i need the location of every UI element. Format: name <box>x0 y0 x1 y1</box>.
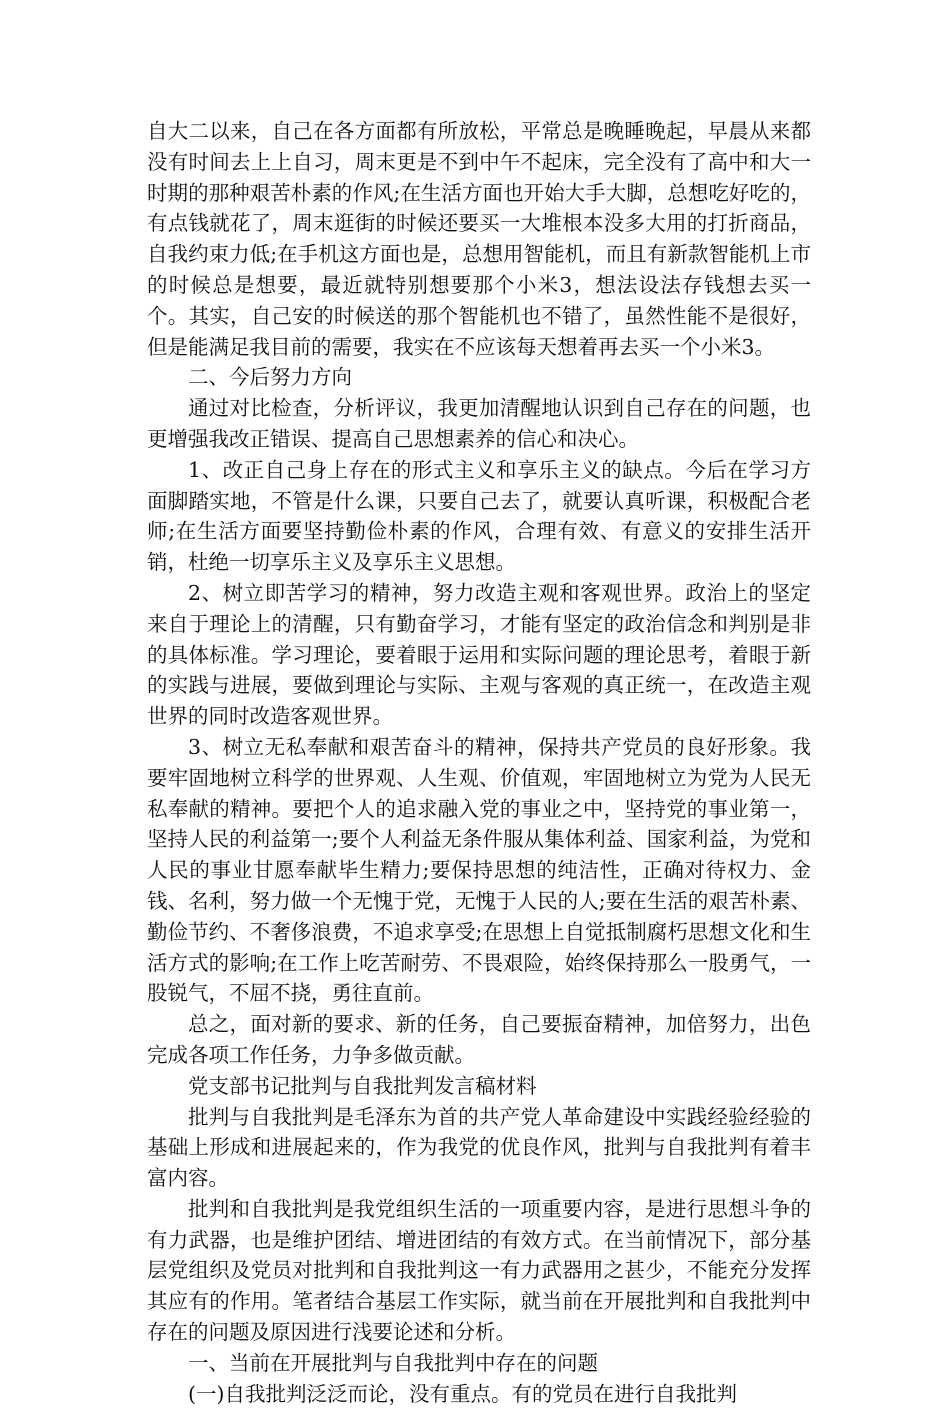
section-heading-2: 二、今后努力方向 <box>188 365 352 390</box>
document-body <box>147 116 811 1409</box>
paragraph-7: 总之，面对新的要求、新的任务，自己要振奋精神，加倍努力，出色完成各项工作任务，力争多做贡献。 <box>147 1012 811 1067</box>
paragraph-3: 通过对比检查，分析评议，我更加清醒地认识到自己存在的问题，也更增强我改正错误、提高自己思想素养的信心和决心。 <box>147 396 811 451</box>
document-title: 党支部书记批判与自我批判发言稿材料 <box>188 1073 537 1098</box>
paragraph-6: 3、树立无私奉献和艰苦奋斗的精神，保持共产党员的良好形象。我要牢固地树立科学的世界观、人生观、价值观，牢固地树立为党为人民无私奉献的精神。要把个人的追求融入党的事业之中，坚持党的事业第一，坚持人民的利益第一;要个人利益无条件服从集体利益、国家利益，为党和人民的事业甘愿奉献毕生精力;要保持思想的纯洁性，正确对待权力、金钱、名利，努力做一个无愧于党，无愧于人民的人;要在生活的艰苦朴素、勤俭节约、不奢侈浪费，不追求享受;在思想上自觉抵制腐朽思想文化和生活方式的影响;在工作上吃苦耐劳、不畏艰险，始终保持那么一股勇气，一股锐气，不屈不挠，勇往直前。 <box>147 734 811 1006</box>
paragraph-5: 2、树立即苦学习的精神，努力改造主观和客观世界。政治上的坚定来自于理论上的清醒，只有勤奋学习，才能有坚定的政治信念和判别是非的具体标准。学习理论，要着眼于运用和实际问题的理论思考，着眼于新的实践与进展，要做到理论与实际、主观与客观的真正统一，在改造主观世界的同时改造客观世界。 <box>147 580 811 729</box>
paragraph-9: 批判与自我批判是毛泽东为首的共产党人革命建设中实践经验经验的基础上形成和进展起来的，作为我党的优良作风，批判与自我批判有着丰富内容。 <box>147 1104 811 1191</box>
paragraph-12: (一)自我批判泛泛而论，没有重点。有的党员在进行自我批判 <box>188 1381 737 1406</box>
paragraph-1: 自大二以来，自己在各方面都有所放松，平常总是晚睡晚起，早晨从来都没有时间去上上自习，周末更是不到中午不起床，完全没有了高中和大一时期的那种艰苦朴素的作风;在生活方面也开始大手大脚，总想吃好吃的，有点钱就花了，周末逛街的时候还要买一大堆根本没多大用的打折商品，自我约束力低;在手机这方面也是，总想用智能机，而且有新款智能机上市的时候总是想要，最近就特别想要那个小米3，想法设法存钱想去买一个。其实，自己安的时候送的那个智能机也不错了，虽然性能不是很好，但是能满足我目前的需要，我实在不应该每天想着再去买一个小米3。 <box>147 119 811 359</box>
paragraph-10: 批判和自我批判是我党组织生活的一项重要内容，是进行思想斗争的有力武器，也是维护团结、增进团结的有效方式。在当前情况下，部分基层党组织及党员对批判和自我批判这一有力武器用之甚少，不能充分发挥其应有的作用。笔者结合基层工作实际，就当前在开展批判和自我批判中存在的问题及原因进行浅要论述和分析。 <box>147 1196 811 1345</box>
paragraph-4: 1、改正自己身上存在的形式主义和享乐主义的缺点。今后在学习方面脚踏实地，不管是什么课，只要自己去了，就要认真听课，积极配合老师;在生活方面要坚持勤俭朴素的作风，合理有效、有意义的安排生活开销，杜绝一切享乐主义及享乐主义思想。 <box>147 457 811 575</box>
section-heading-1: 一、当前在开展批判与自我批判中存在的问题 <box>188 1350 598 1375</box>
